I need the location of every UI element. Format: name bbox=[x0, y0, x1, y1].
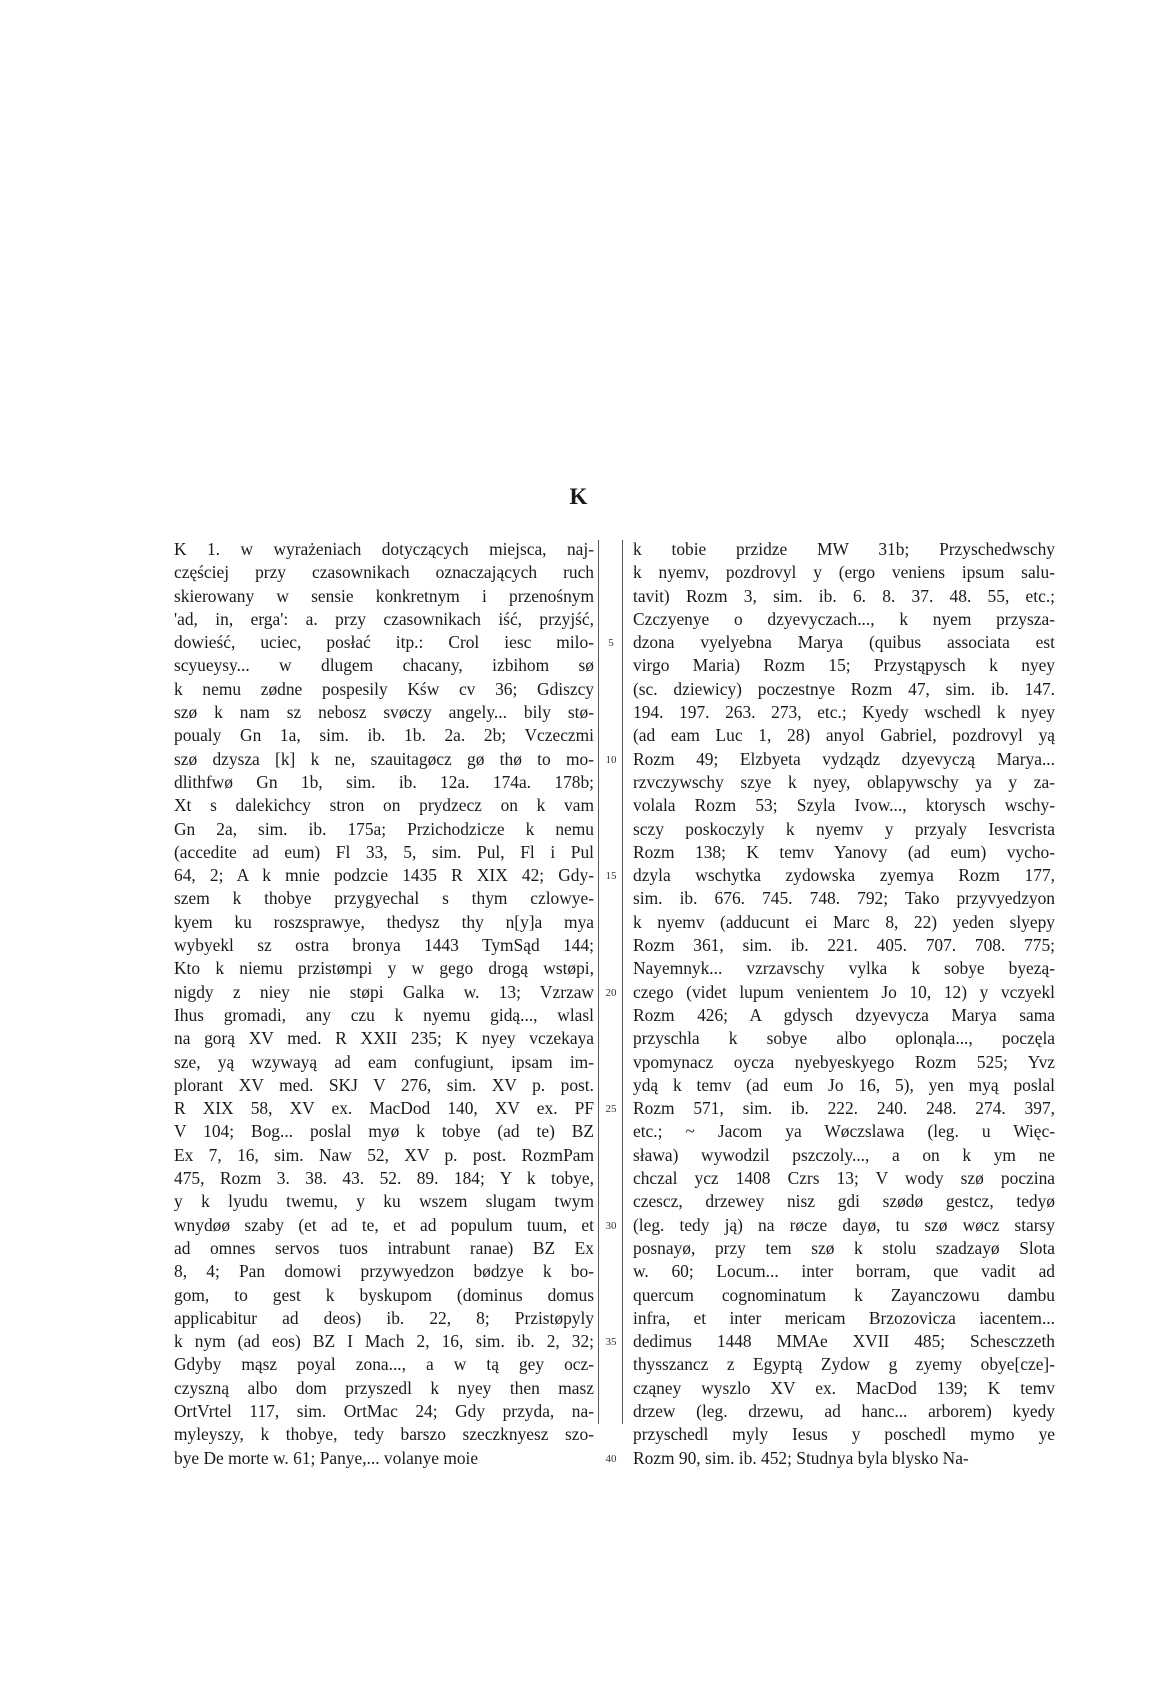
text-line: OrtVrtel 117, sim. OrtMac 24; Gdy przyda, na- bbox=[174, 1400, 594, 1421]
text-line: Rozm 90, sim. ib. 452; Studnya byla blysko Na- bbox=[633, 1447, 969, 1468]
text-line: chczal ycz 1408 Czrs 13; V wody szø poczina bbox=[633, 1168, 1055, 1189]
text-line: scyueysy... w dlugem chacany, izbihom sø bbox=[174, 655, 594, 676]
text-line: wnydøø szaby (et ad te, et ad populum tuum, et bbox=[174, 1214, 594, 1235]
text-line: czescz, drzewey nisz gdi szødø gestcz, tedyø bbox=[633, 1191, 1055, 1212]
text-line: Rozm 571, sim. ib. 222. 240. 248. 274. 397, bbox=[633, 1098, 1055, 1119]
text-line: myleyszy, k thobye, tedy barszo szeczknyesz szo- bbox=[174, 1424, 594, 1445]
text-line: przyschedl myly Iesus y poschedl mymo ye bbox=[633, 1424, 1055, 1445]
text-line: dedimus 1448 MMAe XVII 485; Schesczzeth bbox=[633, 1331, 1055, 1352]
text-line: wybyekl sz ostra bronya 1443 TymSąd 144; bbox=[174, 935, 594, 956]
text-line: częściej przy czasownikach oznaczających ruch bbox=[174, 562, 594, 583]
text-line: k nemu zødne pospesily Kśw cv 36; Gdiszcy bbox=[174, 678, 594, 699]
text-line: Gdyby mąsz poyal zona..., a w tą gey ocz- bbox=[174, 1354, 594, 1375]
column-divider-right bbox=[622, 540, 623, 1424]
text-line: czego (videt lupum venientem Jo 10, 12) y vczyekl bbox=[633, 981, 1055, 1002]
line-number: 5 bbox=[608, 637, 614, 650]
text-line: poualy Gn 1a, sim. ib. 1b. 2a. 2b; Vczeczmi bbox=[174, 725, 594, 746]
text-line: szø k nam sz nebosz svøczy angely... bily stø- bbox=[174, 702, 594, 723]
line-number: 30 bbox=[605, 1219, 617, 1232]
text-line: k nyemv, pozdrovyl y (ergo veniens ipsum salu- bbox=[633, 562, 1055, 583]
text-line: w. 60; Locum... inter borram, que vadit ad bbox=[633, 1261, 1055, 1282]
text-line: na gorą XV med. R XXII 235; K nyey vczekaya bbox=[174, 1028, 594, 1049]
text-line: dzyla wschytka zydowska zyemya Rozm 177, bbox=[633, 865, 1055, 886]
text-line: sczy poskoczyly k nyemv y przyaly Iesvcrista bbox=[633, 818, 1055, 839]
text-line: sze, yą wzywayą ad eam confugiunt, ipsam im- bbox=[174, 1051, 594, 1072]
text-line: szø dzysza [k] k ne, szauitagøcz gø thø to mo- bbox=[174, 748, 594, 769]
text-line: sim. ib. 676. 745. 748. 792; Tako przyvyedzyon bbox=[633, 888, 1055, 909]
text-line: (sc. dziewicy) poczestnye Rozm 47, sim. ib. 147. bbox=[633, 678, 1055, 699]
text-line: Gn 2a, sim. ib. 175a; Przichodzicze k nemu bbox=[174, 818, 594, 839]
text-line: quercum cognominatum k Zayanczowu dambu bbox=[633, 1284, 1055, 1305]
line-number: 40 bbox=[605, 1452, 617, 1465]
text-line: rzvczywschy szye k nyey, oblapywschy ya y za- bbox=[633, 771, 1055, 792]
text-line: 8, 4; Pan domowi przywyedzon bødzye k bo- bbox=[174, 1261, 594, 1282]
text-line: Nayemnyk... vzrzavschy vylka k sobye byezą- bbox=[633, 958, 1055, 979]
text-line: tavit) Rozm 3, sim. ib. 6. 8. 37. 48. 55, etc.; bbox=[633, 585, 1055, 606]
text-line: y k lyudu twemu, y ku wszem slugam twym bbox=[174, 1191, 594, 1212]
line-number: 35 bbox=[605, 1336, 617, 1349]
text-line: Ex 7, 16, sim. Naw 52, XV p. post. RozmPam bbox=[174, 1144, 594, 1165]
text-line: k nym (ad eos) BZ I Mach 2, 16, sim. ib. 2, 32; bbox=[174, 1331, 594, 1352]
text-line: skierowany w sensie konkretnym i przenośnym bbox=[174, 585, 594, 606]
text-line: Ihus gromadi, any czu k nyemu gidą..., wlasl bbox=[174, 1004, 594, 1025]
text-line: sława) wywodzil pszczoly..., a on k ym ne bbox=[633, 1144, 1055, 1165]
text-line: ydą k temv (ad eum Jo 16, 5), yen myą poslal bbox=[633, 1074, 1055, 1095]
text-line: (leg. tedy ją) na røcze dayø, tu szø wøcz starsy bbox=[633, 1214, 1055, 1235]
text-line: dowieść, uciec, posłać itp.: Crol iesc milo- bbox=[174, 632, 594, 653]
text-line: K 1. w wyrażeniach dotyczących miejsca, naj- bbox=[174, 539, 594, 559]
left-column bbox=[174, 538, 594, 1470]
text-line: R XIX 58, XV ex. MacDod 140, XV ex. PF bbox=[174, 1098, 594, 1119]
text-line: 194. 197. 263. 273, etc.; Kyedy wschedl k nyey bbox=[633, 702, 1055, 723]
text-line: Rozm 426; A gdysch dzyevycza Marya sama bbox=[633, 1004, 1055, 1025]
text-line: Rozm 138; K temv Yanovy (ad eum) vycho- bbox=[633, 841, 1055, 862]
text-line: applicabitur ad deos) ib. 22, 8; Przistøpyly bbox=[174, 1307, 594, 1328]
text-line: infra, et inter mericam Brzozovicza iacentem... bbox=[633, 1307, 1055, 1328]
text-line: drzew (leg. drzewu, ad hanc... arborem) kyedy bbox=[633, 1400, 1055, 1421]
text-line: cząney wyszlo XV ex. MacDod 139; K temv bbox=[633, 1377, 1055, 1398]
text-line: k nyemv (adducunt ei Marc 8, 22) yeden slyepy bbox=[633, 911, 1055, 932]
text-line: Xt s dalekichcy stron on prydzecz on k vam bbox=[174, 795, 594, 816]
text-line: bye De morte w. 61; Panye,... volanye moie bbox=[174, 1447, 479, 1468]
text-line: volala Rozm 53; Szyla Ivow..., ktorysch wschy- bbox=[633, 795, 1055, 816]
text-line: nigdy z niey nie støpi Galka w. 13; Vzrzaw bbox=[174, 981, 594, 1002]
text-line: czyszną albo dom przyszedl k nyey then masz bbox=[174, 1377, 594, 1398]
text-line: etc.; ~ Jacom ya Wøczslawa (leg. u Więc- bbox=[633, 1121, 1055, 1142]
text-line: thysszancz z Egyptą Zydow g zyemy obye[cze]- bbox=[633, 1354, 1055, 1375]
text-line: ad omnes servos tuos intrabunt ranae) BZ Ex bbox=[174, 1237, 594, 1258]
text-line: V 104; Bog... poslal myø k tobye (ad te) BZ bbox=[174, 1121, 594, 1142]
text-line: plorant XV med. SKJ V 276, sim. XV p. post. bbox=[174, 1074, 594, 1095]
text-line: Rozm 49; Elzbyeta vydządz dzyevyczą Marya... bbox=[633, 748, 1055, 769]
text-line: przyschla k sobye albo oplonąla..., poczęla bbox=[633, 1028, 1055, 1049]
text-line: szem k thobye przygyechal s thym czlowye- bbox=[174, 888, 594, 909]
line-number: 10 bbox=[605, 753, 617, 766]
text-line: Czczyenye o dzyevyczach..., k nyem przysza- bbox=[633, 608, 1055, 629]
text-line: gom, to gest k byskupom (dominus domus bbox=[174, 1284, 594, 1305]
text-line: kyem ku roszsprawye, thedysz thy n[y]a mya bbox=[174, 911, 594, 932]
text-line: vpomynacz oycza nyebyeskyego Rozm 525; Yvz bbox=[633, 1051, 1055, 1072]
text-line: Rozm 361, sim. ib. 221. 405. 707. 708. 775; bbox=[633, 935, 1055, 956]
text-line: (ad eam Luc 1, 28) anyol Gabriel, pozdrovyl yą bbox=[633, 725, 1055, 746]
text-line: 'ad, in, erga': a. przy czasownikach iść, przyjść, bbox=[174, 608, 594, 629]
text-line: (accedite ad eum) Fl 33, 5, sim. Pul, Fl i Pul bbox=[174, 841, 594, 862]
text-line: 64, 2; A k mnie podzcie 1435 R XIX 42; Gdy- bbox=[174, 865, 594, 886]
line-number: 15 bbox=[605, 870, 617, 883]
text-line: 475, Rozm 3. 38. 43. 52. 89. 184; Y k tobye, bbox=[174, 1168, 594, 1189]
right-column bbox=[633, 538, 1055, 1470]
line-number: 25 bbox=[605, 1103, 617, 1116]
text-line: virgo Maria) Rozm 15; Przystąpysch k nyey bbox=[633, 655, 1055, 676]
section-letter-heading: K bbox=[569, 484, 589, 509]
column-divider-left bbox=[598, 540, 599, 1424]
text-line: dlithfwø Gn 1b, sim. ib. 12a. 174a. 178b; bbox=[174, 771, 594, 792]
text-line: posnayø, przy tem szø k stolu szadzayø Slota bbox=[633, 1237, 1055, 1258]
text-line: Kto k niemu przistømpi y w gego drogą wstøpi, bbox=[174, 958, 594, 979]
line-number: 20 bbox=[605, 986, 617, 999]
text-line: dzona vyelyebna Marya (quibus associata est bbox=[633, 632, 1055, 653]
text-line: k tobie przidze MW 31b; Przyschedwschy bbox=[633, 539, 1055, 559]
